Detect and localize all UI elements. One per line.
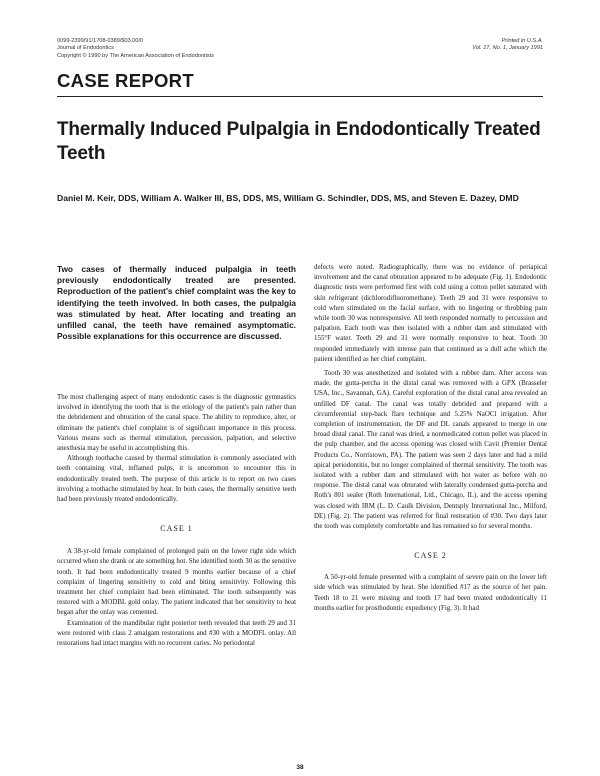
case-1-paragraph: Examination of the mandibular right posterior teeth revealed that teeth 29 and 31 were restored with class 2 amalgam restorations and #30 with a MODFL onlay. All restorations had intact margins with no recurrent caries. No periodontal [57, 618, 296, 648]
article-title: Thermally Induced Pulpalgia in Endodontically Treated Teeth [57, 119, 541, 164]
header-line: Printed in U.S.A. [501, 38, 543, 44]
header-line: Copyright © 1990 by The American Association of Endodontists [57, 52, 215, 59]
header-line: Journal of Endodontics [57, 45, 114, 52]
journal-header-right [472, 38, 543, 53]
case-2-heading: CASE 2 [414, 551, 447, 561]
page-number: 38 [296, 764, 304, 771]
case-2-paragraph: A 50-yr-old female presented with a complaint of severe pain on the lower left side which was stimulated by heat. She identified #17 as the source of her pain. Teeth 18 to 21 were missing and tooth 17 had been treated endodontically 11 months earlier for prosthodontic expediency (Fig. 3). It had [314, 573, 547, 612]
right-column-body [314, 262, 547, 613]
case-1-continued-paragraph: Tooth 30 was anesthetized and isolated with a rubber dam. After access was made, the gutta-percha in the distal canal was removed with a GPX (Brasseler USA, Inc., Savannah, GA). Careful exploration of the distal canal area revealed an unfilled DF canal. The canal was totally debrided and prepared with a circumferential step-back flare technique and 5.25% NaOCl irrigation. After completion of instrumentation, the DF and DL canals appeared to merge in one broad distal canal. The canal was dried, a nonmedicated cotton pellet was placed in the pulp chamber, and the access opening was closed with Cavit (Premier Dental Products Co., Norristown, PA). The patient was seen 2 days later and had a mild apical periodontitis, but no longer complained of thermal sensitivity. The tooth was isolated with a rubber dam and stimulated with hot water as before with no response. The distal canal was obturated with laterally condensed gutta-percha and Roth's 801 sealer (Roth International, Ltd., Chicago, IL), and the access opening was closed with IRM (L. D. Caulk Division, Dentsply International Inc., Milford, DE) (Fig. 2). The patient was referred for final restoration of #30. Two days later the tooth was completely comfortable and has remained so for several months. [314, 369, 547, 531]
case-1-continued-paragraph: defects were noted. Radiographically, there was no evidence of periapical involvement and the canal obturation appeared to be adequate (Fig. 1). Endodontic diagnostic tests were performed first with cold using a cotton pellet saturated with skin refrigerant (dichlorodifluoromethane). Teeth 29 and 31 were responsive to cold when stimulated on the facial surface, with no lingering or throbbing pain while tooth 30 was nonresponsive. All teeth responded normally to percussion and palpation. Each tooth was then isolated with a rubber dam and stimulated with 155°F water. Teeth 29 and 31 were normally responsive to heat. Tooth 30 responded immediately with intense pain that continued as a dull ache which the patient identified as her chief complaint. [314, 263, 547, 363]
case-1-heading: CASE 1 [160, 524, 193, 534]
intro-paragraph: The most challenging aspect of many endodontic cases is the diagnostic gymnastics involved in identifying the tooth that is the etiology of the patient's pain rather than the debridement and obturation of the canal space. The ability to reproduce, alter, or eliminate the patient's chief complaint is of significant importance in this process. Various means such as thermal stimulation, percussion, palpation, and selective anesthesia may be useful in accomplishing this. [57, 393, 296, 453]
header-line: 0099-2399/91/1708-0389/$03.00/0 [57, 38, 144, 44]
intro-paragraph: Although toothache caused by thermal stimulation is commonly associated with teeth containing vital, inflamed pulps, it is uncommon to encounter this in endodontically treated teeth. The purpose of this article is to report on two cases involving a toothache stimulated by heat. In both cases, the thermally sensitive teeth had been previously treated endodontically. [57, 454, 296, 504]
header-line: Vol. 17, No. 1, January 1991 [472, 45, 543, 52]
section-label: CASE REPORT [57, 70, 543, 97]
left-column-body [57, 392, 296, 648]
case-1-paragraph: A 38-yr-old female complained of prolonged pain on the lower right side which occurred when she drank or ate something hot. She identified tooth 30 as the sensitive tooth. It had been endodontically treated 9 months earlier because of a chief complaint of lingering sensitivity to cold and biting sensitivity. Following this treatment her chief complaint had been eliminated. The tooth subsequently was restored with a MODBL gold onlay. The patient indicated that her sensitivity to heat began after the onlay was cemented. [57, 547, 296, 617]
abstract: Two cases of thermally induced pulpalgia in teeth previously endodontically treated are presented. Reproduction of the patient's chief complaint was the key to identifying the teeth involved. In both cases, the pulpalgia was stimulated by heat. After locating and treating an unfilled canal, the teeth have remained asymptomatic. Possible explanations for this occurrence are discussed. [57, 264, 296, 342]
journal-header-left [57, 38, 214, 60]
author-list: Daniel M. Keir, DDS, William A. Walker III, BS, DDS, MS, William G. Schindler, DDS, MS, and Steven E. Dazey, DMD [57, 193, 519, 203]
